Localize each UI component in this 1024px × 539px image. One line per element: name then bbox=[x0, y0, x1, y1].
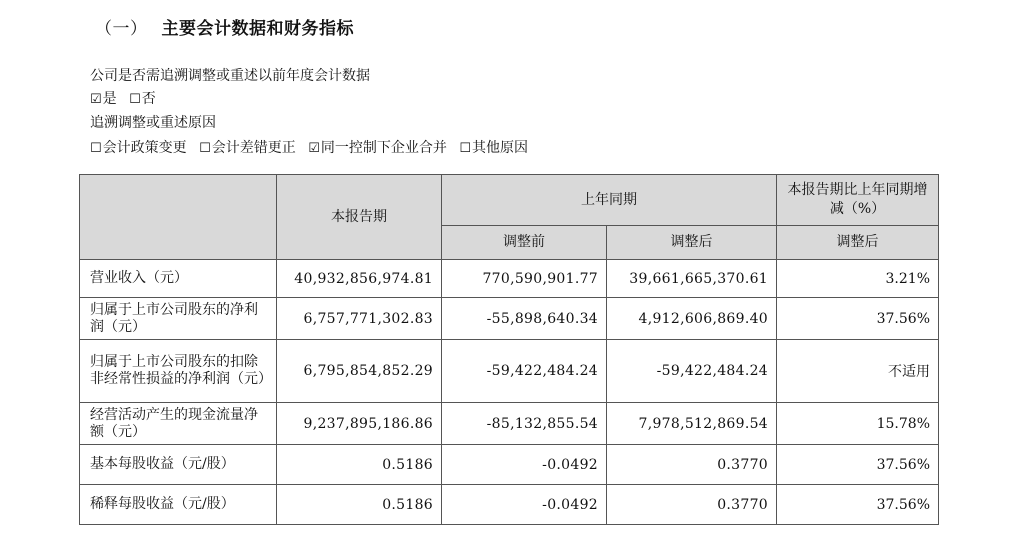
current-period-value: 0.5186 bbox=[277, 445, 442, 485]
before-adjust-value: -85,132,855.54 bbox=[442, 403, 607, 445]
after-adjust-value: 4,912,606,869.40 bbox=[607, 298, 777, 340]
reason-option-other[interactable] bbox=[459, 140, 528, 156]
after-adjust-value: -59,422,484.24 bbox=[607, 340, 777, 403]
change-value: 3.21% bbox=[777, 260, 939, 298]
reason-option-policy-change[interactable] bbox=[90, 140, 187, 156]
header-change: 本报告期比上年同期增减（%） bbox=[777, 175, 939, 226]
section-heading: 主要会计数据和财务指标 bbox=[161, 19, 354, 39]
table-row bbox=[80, 260, 939, 298]
answer-option-label: 否 bbox=[141, 91, 156, 107]
current-period-value: 6,795,854,852.29 bbox=[277, 340, 442, 403]
header-current-period: 本报告期 bbox=[277, 175, 442, 260]
unchecked-checkbox-icon[interactable]: ☐ bbox=[129, 92, 141, 107]
after-adjust-value: 7,978,512,869.54 bbox=[607, 403, 777, 445]
restatement-question: 公司是否需追溯调整或重述以前年度会计数据 bbox=[90, 68, 370, 84]
current-period-value: 9,237,895,186.86 bbox=[277, 403, 442, 445]
before-adjust-value: -59,422,484.24 bbox=[442, 340, 607, 403]
before-adjust-value: 770,590,901.77 bbox=[442, 260, 607, 298]
section-number: （一） bbox=[95, 19, 148, 39]
row-label: 稀释每股收益（元/股） bbox=[80, 485, 277, 525]
unchecked-checkbox-icon[interactable]: ☐ bbox=[459, 141, 471, 156]
reason-option-label: 其他原因 bbox=[471, 140, 528, 156]
change-value: 37.56% bbox=[777, 485, 939, 525]
current-period-value: 6,757,771,302.83 bbox=[277, 298, 442, 340]
reason-option-error-correction[interactable] bbox=[199, 140, 296, 156]
table-row bbox=[80, 298, 939, 340]
current-period-value: 40,932,856,974.81 bbox=[277, 260, 442, 298]
row-label: 营业收入（元） bbox=[80, 260, 277, 298]
reason-title: 追溯调整或重述原因 bbox=[90, 115, 216, 131]
change-value: 37.56% bbox=[777, 445, 939, 485]
header-change-after-adjust: 调整后 bbox=[777, 226, 939, 260]
reason-option-label: 会计政策变更 bbox=[102, 140, 187, 156]
answer-option-no[interactable] bbox=[129, 91, 156, 107]
financial-indicators-table bbox=[79, 174, 939, 525]
checked-checkbox-icon[interactable]: ☑ bbox=[308, 141, 320, 156]
answer-option-label: 是 bbox=[102, 91, 117, 107]
row-label: 归属于上市公司股东的扣除非经常性损益的净利润（元） bbox=[80, 340, 277, 403]
reason-options-group bbox=[90, 138, 536, 159]
table-row bbox=[80, 340, 939, 403]
before-adjust-value: -0.0492 bbox=[442, 485, 607, 525]
change-value: 37.56% bbox=[777, 298, 939, 340]
current-period-value: 0.5186 bbox=[277, 485, 442, 525]
reason-option-label: 会计差错更正 bbox=[211, 140, 296, 156]
after-adjust-value: 0.3770 bbox=[607, 485, 777, 525]
restatement-answer-group bbox=[90, 89, 164, 110]
change-value: 15.78% bbox=[777, 403, 939, 445]
row-label: 归属于上市公司股东的净利润（元） bbox=[80, 298, 277, 340]
header-blank-cell bbox=[80, 175, 277, 260]
header-prior-period: 上年同期 bbox=[442, 175, 777, 226]
section-title bbox=[95, 14, 354, 39]
after-adjust-value: 39,661,665,370.61 bbox=[607, 260, 777, 298]
reason-option-common-control-merger[interactable] bbox=[308, 140, 447, 156]
unchecked-checkbox-icon[interactable]: ☐ bbox=[199, 141, 211, 156]
row-label: 经营活动产生的现金流量净额（元） bbox=[80, 403, 277, 445]
after-adjust-value: 0.3770 bbox=[607, 445, 777, 485]
change-value: 不适用 bbox=[777, 340, 939, 403]
reason-option-label: 同一控制下企业合并 bbox=[320, 140, 447, 156]
table-row bbox=[80, 485, 939, 525]
unchecked-checkbox-icon[interactable]: ☐ bbox=[90, 141, 102, 156]
table-row bbox=[80, 445, 939, 485]
row-label: 基本每股收益（元/股） bbox=[80, 445, 277, 485]
checked-checkbox-icon[interactable]: ☑ bbox=[90, 92, 102, 107]
before-adjust-value: -0.0492 bbox=[442, 445, 607, 485]
table-row bbox=[80, 403, 939, 445]
answer-option-yes[interactable] bbox=[90, 91, 117, 107]
header-after-adjust: 调整后 bbox=[607, 226, 777, 260]
before-adjust-value: -55,898,640.34 bbox=[442, 298, 607, 340]
header-before-adjust: 调整前 bbox=[442, 226, 607, 260]
